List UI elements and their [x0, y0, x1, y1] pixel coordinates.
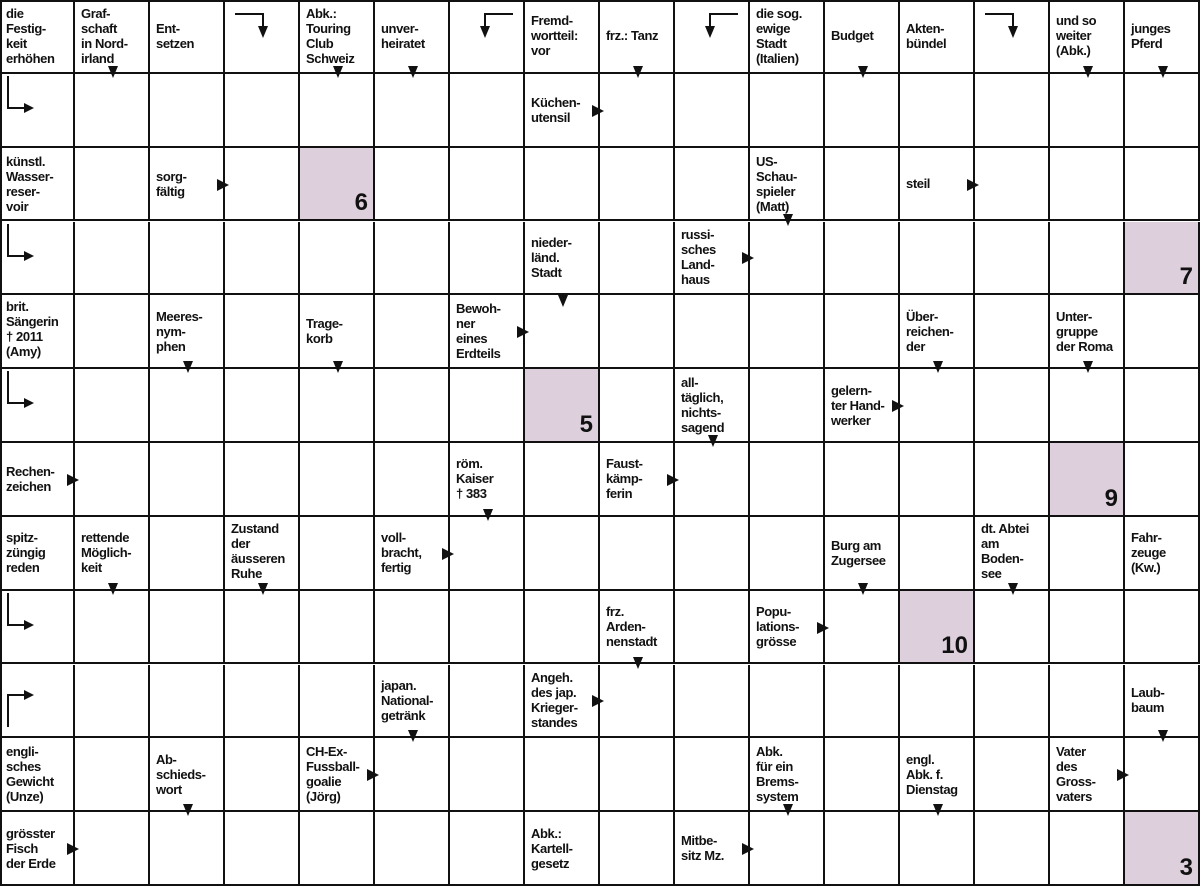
answer-cell[interactable] [0, 665, 75, 739]
answer-cell[interactable] [375, 443, 450, 517]
clue-cell [1050, 738, 1125, 812]
answer-cell[interactable] [375, 74, 450, 148]
answer-cell[interactable] [525, 738, 600, 812]
clue-cell [0, 148, 75, 222]
answer-cell[interactable] [675, 665, 750, 739]
answer-cell[interactable] [975, 443, 1050, 517]
clue-text: Fahr- zeuge (Kw.) [1131, 530, 1166, 576]
clue-text: Abk.: Kartell- gesetz [531, 825, 573, 871]
clue-text: Faust- kämp- ferin [606, 456, 643, 502]
clue-cell [525, 812, 600, 886]
answer-cell[interactable] [375, 369, 450, 443]
solution-cell[interactable] [525, 369, 600, 443]
clue-text: Ab- schieds- wort [156, 751, 206, 797]
clue-text: Ent- setzen [156, 20, 195, 51]
answer-cell[interactable] [375, 148, 450, 222]
answer-cell[interactable] [225, 738, 300, 812]
answer-cell[interactable] [375, 738, 450, 812]
answer-cell[interactable] [300, 369, 375, 443]
answer-cell[interactable] [975, 369, 1050, 443]
answer-cell[interactable] [975, 222, 1050, 296]
clue-text: und so weiter (Abk.) [1056, 13, 1097, 59]
answer-cell[interactable] [225, 222, 300, 296]
clue-text: Popu- lations- grösse [756, 604, 800, 650]
answer-cell[interactable] [525, 295, 600, 369]
clue-cell [300, 738, 375, 812]
answer-cell[interactable] [1050, 665, 1125, 739]
clue-text: Unter- gruppe der Roma [1056, 308, 1113, 354]
solution-cell[interactable] [1125, 222, 1200, 296]
answer-cell[interactable] [675, 148, 750, 222]
answer-cell[interactable] [1050, 812, 1125, 886]
clue-cell [300, 0, 375, 74]
clue-cell [375, 665, 450, 739]
grid-left-border [0, 0, 2, 886]
answer-cell[interactable] [75, 443, 150, 517]
answer-cell[interactable] [825, 738, 900, 812]
clue-text: Fremd- wortteil: vor [531, 13, 578, 59]
clue-text: Akten- bündel [906, 20, 947, 51]
answer-cell[interactable] [300, 517, 375, 591]
clue-text: brit. Sängerin † 2011 (Amy) [6, 299, 59, 360]
clue-cell [1125, 0, 1200, 74]
answer-cell[interactable] [600, 295, 675, 369]
clue-cell [750, 0, 825, 74]
clue-text: engli- sches Gewicht (Unze) [6, 744, 54, 805]
answer-cell[interactable] [1125, 369, 1200, 443]
answer-cell[interactable] [750, 74, 825, 148]
answer-cell[interactable] [675, 591, 750, 665]
answer-cell[interactable] [675, 0, 750, 74]
answer-cell[interactable] [750, 517, 825, 591]
answer-cell[interactable] [450, 74, 525, 148]
clue-cell [0, 738, 75, 812]
answer-cell[interactable] [225, 295, 300, 369]
clue-text: röm. Kaiser † 383 [456, 456, 494, 502]
answer-cell[interactable] [450, 812, 525, 886]
answer-cell[interactable] [375, 591, 450, 665]
answer-cell[interactable] [450, 0, 525, 74]
answer-cell[interactable] [750, 443, 825, 517]
answer-cell[interactable] [1050, 369, 1125, 443]
answer-cell[interactable] [600, 517, 675, 591]
answer-cell[interactable] [150, 665, 225, 739]
answer-cell[interactable] [150, 222, 225, 296]
answer-cell[interactable] [675, 443, 750, 517]
answer-cell[interactable] [600, 74, 675, 148]
answer-cell[interactable] [1125, 443, 1200, 517]
answer-cell[interactable] [375, 222, 450, 296]
clue-cell [0, 812, 75, 886]
answer-cell[interactable] [525, 591, 600, 665]
clue-text: Küchen- utensil [531, 94, 581, 125]
clue-cell [525, 0, 600, 74]
answer-cell[interactable] [825, 74, 900, 148]
answer-cell[interactable] [450, 665, 525, 739]
answer-cell[interactable] [150, 812, 225, 886]
answer-cell[interactable] [600, 665, 675, 739]
answer-cell[interactable] [450, 591, 525, 665]
answer-cell[interactable] [900, 812, 975, 886]
answer-cell[interactable] [975, 812, 1050, 886]
clue-text: die Festig- keit erhöhen [6, 5, 55, 66]
clue-cell [675, 812, 750, 886]
clue-cell [600, 591, 675, 665]
clue-text: russi- sches Land- haus [681, 227, 716, 288]
answer-cell[interactable] [225, 443, 300, 517]
clue-cell [375, 517, 450, 591]
clue-text: Angeh. des jap. Krieger- standes [531, 670, 578, 731]
answer-cell[interactable] [975, 295, 1050, 369]
answer-cell[interactable] [975, 0, 1050, 74]
answer-cell[interactable] [300, 591, 375, 665]
clue-text: Graf- schaft in Nord- irland [81, 5, 128, 66]
answer-cell[interactable] [600, 738, 675, 812]
answer-cell[interactable] [150, 517, 225, 591]
clue-text: steil [906, 176, 931, 192]
answer-cell[interactable] [600, 812, 675, 886]
answer-cell[interactable] [150, 443, 225, 517]
clue-text: Zustand der äusseren Ruhe [231, 520, 285, 581]
clue-text: japan. National- getränk [381, 677, 434, 723]
clue-cell [900, 738, 975, 812]
clue-text: grösster Fisch der Erde [6, 825, 56, 871]
clue-text: Über- reichen- der [906, 308, 954, 354]
solution-number: 6 [354, 189, 368, 217]
answer-cell[interactable] [750, 665, 825, 739]
clue-cell [900, 295, 975, 369]
clue-cell [150, 738, 225, 812]
clue-cell [900, 148, 975, 222]
grid-top-border [0, 0, 1200, 2]
answer-cell[interactable] [375, 812, 450, 886]
clue-text: gelern- ter Hand- werker [831, 382, 885, 428]
clue-cell [450, 295, 525, 369]
clue-cell [900, 0, 975, 74]
clue-cell [1050, 0, 1125, 74]
answer-cell[interactable] [450, 148, 525, 222]
answer-cell[interactable] [750, 222, 825, 296]
answer-cell[interactable] [300, 812, 375, 886]
answer-cell[interactable] [825, 591, 900, 665]
answer-cell[interactable] [1125, 148, 1200, 222]
answer-cell[interactable] [600, 148, 675, 222]
clue-cell [750, 591, 825, 665]
answer-cell[interactable] [1125, 738, 1200, 812]
answer-cell[interactable] [150, 369, 225, 443]
answer-cell[interactable] [450, 517, 525, 591]
answer-cell[interactable] [825, 812, 900, 886]
clue-text: junges Pferd [1131, 20, 1171, 51]
solution-cell[interactable] [1125, 812, 1200, 886]
answer-cell[interactable] [450, 369, 525, 443]
answer-cell[interactable] [450, 222, 525, 296]
clue-text: frz. Arden- nenstadt [606, 604, 657, 650]
answer-cell[interactable] [975, 148, 1050, 222]
clue-text: Abk.: Touring Club Schweiz [306, 5, 355, 66]
answer-cell[interactable] [225, 812, 300, 886]
clue-cell [150, 295, 225, 369]
answer-cell[interactable] [900, 517, 975, 591]
clue-cell [300, 295, 375, 369]
clue-cell [525, 74, 600, 148]
answer-cell[interactable] [525, 443, 600, 517]
clue-cell [975, 517, 1050, 591]
solution-cell[interactable] [1050, 443, 1125, 517]
answer-cell[interactable] [75, 665, 150, 739]
answer-cell[interactable] [975, 738, 1050, 812]
answer-cell[interactable] [600, 222, 675, 296]
answer-cell[interactable] [825, 665, 900, 739]
solution-cell[interactable] [300, 148, 375, 222]
clue-text: rettende Möglich- keit [81, 530, 132, 576]
clue-text: US- Schau- spieler (Matt) [756, 153, 797, 214]
clue-cell [825, 517, 900, 591]
clue-cell [825, 0, 900, 74]
clue-text: die sog. ewige Stadt (Italien) [756, 5, 802, 66]
answer-cell[interactable] [900, 369, 975, 443]
clue-text: Burg am Zugersee [831, 537, 886, 568]
answer-cell[interactable] [0, 369, 75, 443]
answer-cell[interactable] [300, 443, 375, 517]
clue-cell [75, 0, 150, 74]
answer-cell[interactable] [975, 591, 1050, 665]
clue-cell [0, 443, 75, 517]
clue-cell [600, 443, 675, 517]
solution-number: 5 [579, 410, 593, 438]
clue-text: voll- bracht, fertig [381, 530, 422, 576]
answer-cell[interactable] [300, 74, 375, 148]
answer-cell[interactable] [900, 74, 975, 148]
clue-text: Laub- baum [1131, 685, 1165, 716]
answer-cell[interactable] [975, 665, 1050, 739]
answer-cell[interactable] [825, 222, 900, 296]
answer-cell[interactable] [225, 0, 300, 74]
answer-cell[interactable] [1125, 295, 1200, 369]
solution-cell[interactable] [900, 591, 975, 665]
answer-cell[interactable] [150, 74, 225, 148]
clue-cell [825, 369, 900, 443]
clue-text: frz.: Tanz [606, 28, 659, 44]
answer-cell[interactable] [825, 295, 900, 369]
clue-cell [1050, 295, 1125, 369]
answer-cell[interactable] [1050, 591, 1125, 665]
answer-cell[interactable] [900, 665, 975, 739]
solution-number: 3 [1179, 853, 1193, 881]
clue-cell [750, 738, 825, 812]
answer-cell[interactable] [75, 812, 150, 886]
answer-cell[interactable] [675, 74, 750, 148]
clue-text: Abk. für ein Brems- system [756, 744, 799, 805]
answer-cell[interactable] [225, 665, 300, 739]
clue-text: Mitbe- sitz Mz. [681, 833, 725, 864]
answer-cell[interactable] [225, 591, 300, 665]
answer-cell[interactable] [75, 591, 150, 665]
clue-cell [1125, 517, 1200, 591]
clue-text: spitz- züngig reden [6, 530, 46, 576]
clue-cell [525, 222, 600, 296]
clue-text: Vater des Gross- vaters [1056, 744, 1096, 805]
answer-cell[interactable] [675, 517, 750, 591]
answer-cell[interactable] [225, 369, 300, 443]
clue-cell [450, 443, 525, 517]
clue-cell [0, 517, 75, 591]
solution-number: 7 [1179, 263, 1193, 291]
clue-cell [600, 0, 675, 74]
clue-text: Rechen- zeichen [6, 463, 55, 494]
clue-cell [0, 0, 75, 74]
clue-cell [0, 295, 75, 369]
answer-cell[interactable] [1050, 517, 1125, 591]
clue-cell [525, 665, 600, 739]
solution-number: 9 [1104, 484, 1118, 512]
clue-text: Meeres- nym- phen [156, 308, 203, 354]
answer-cell[interactable] [1050, 74, 1125, 148]
answer-cell[interactable] [300, 665, 375, 739]
clue-text: unver- heiratet [381, 20, 425, 51]
answer-cell[interactable] [1125, 74, 1200, 148]
answer-cell[interactable] [900, 222, 975, 296]
clue-text: CH-Ex- Fussball- goalie (Jörg) [306, 744, 360, 805]
solution-number: 10 [941, 632, 968, 660]
clue-text: dt. Abtei am Boden- see [981, 520, 1029, 581]
clue-text: engl. Abk. f. Dienstag [906, 751, 958, 797]
answer-cell[interactable] [975, 74, 1050, 148]
answer-cell[interactable] [1050, 148, 1125, 222]
answer-cell[interactable] [600, 369, 675, 443]
answer-cell[interactable] [825, 148, 900, 222]
clue-cell [1125, 665, 1200, 739]
answer-cell[interactable] [750, 295, 825, 369]
answer-cell[interactable] [1050, 222, 1125, 296]
answer-cell[interactable] [900, 443, 975, 517]
answer-cell[interactable] [225, 148, 300, 222]
clue-cell [750, 148, 825, 222]
clue-text: nieder- länd. Stadt [531, 234, 572, 280]
answer-cell[interactable] [750, 369, 825, 443]
answer-cell[interactable] [75, 148, 150, 222]
clue-cell [675, 222, 750, 296]
answer-cell[interactable] [825, 443, 900, 517]
answer-cell[interactable] [675, 738, 750, 812]
clue-text: Bewoh- ner eines Erdteils [456, 301, 501, 362]
answer-cell[interactable] [75, 74, 150, 148]
answer-cell[interactable] [525, 517, 600, 591]
answer-cell[interactable] [75, 295, 150, 369]
clue-cell [375, 0, 450, 74]
clue-text: all- täglich, nichts- sagend [681, 375, 725, 436]
answer-cell[interactable] [525, 148, 600, 222]
answer-cell[interactable] [1125, 591, 1200, 665]
clue-text: künstl. Wasser- reser- voir [6, 153, 54, 214]
clue-cell [150, 0, 225, 74]
answer-cell[interactable] [675, 295, 750, 369]
answer-cell[interactable] [0, 74, 75, 148]
clue-cell [225, 517, 300, 591]
answer-cell[interactable] [375, 295, 450, 369]
answer-cell[interactable] [75, 222, 150, 296]
answer-cell[interactable] [75, 738, 150, 812]
clue-text: Trage- korb [306, 316, 343, 347]
clue-cell [675, 369, 750, 443]
answer-cell[interactable] [750, 812, 825, 886]
answer-cell[interactable] [225, 74, 300, 148]
clue-cell [150, 148, 225, 222]
clue-text: Budget [831, 28, 874, 44]
clue-text: sorg- fältig [156, 168, 187, 199]
answer-cell[interactable] [150, 591, 225, 665]
answer-cell[interactable] [450, 738, 525, 812]
answer-cell[interactable] [0, 591, 75, 665]
answer-cell[interactable] [0, 222, 75, 296]
answer-cell[interactable] [75, 369, 150, 443]
clue-cell [75, 517, 150, 591]
answer-cell[interactable] [300, 222, 375, 296]
